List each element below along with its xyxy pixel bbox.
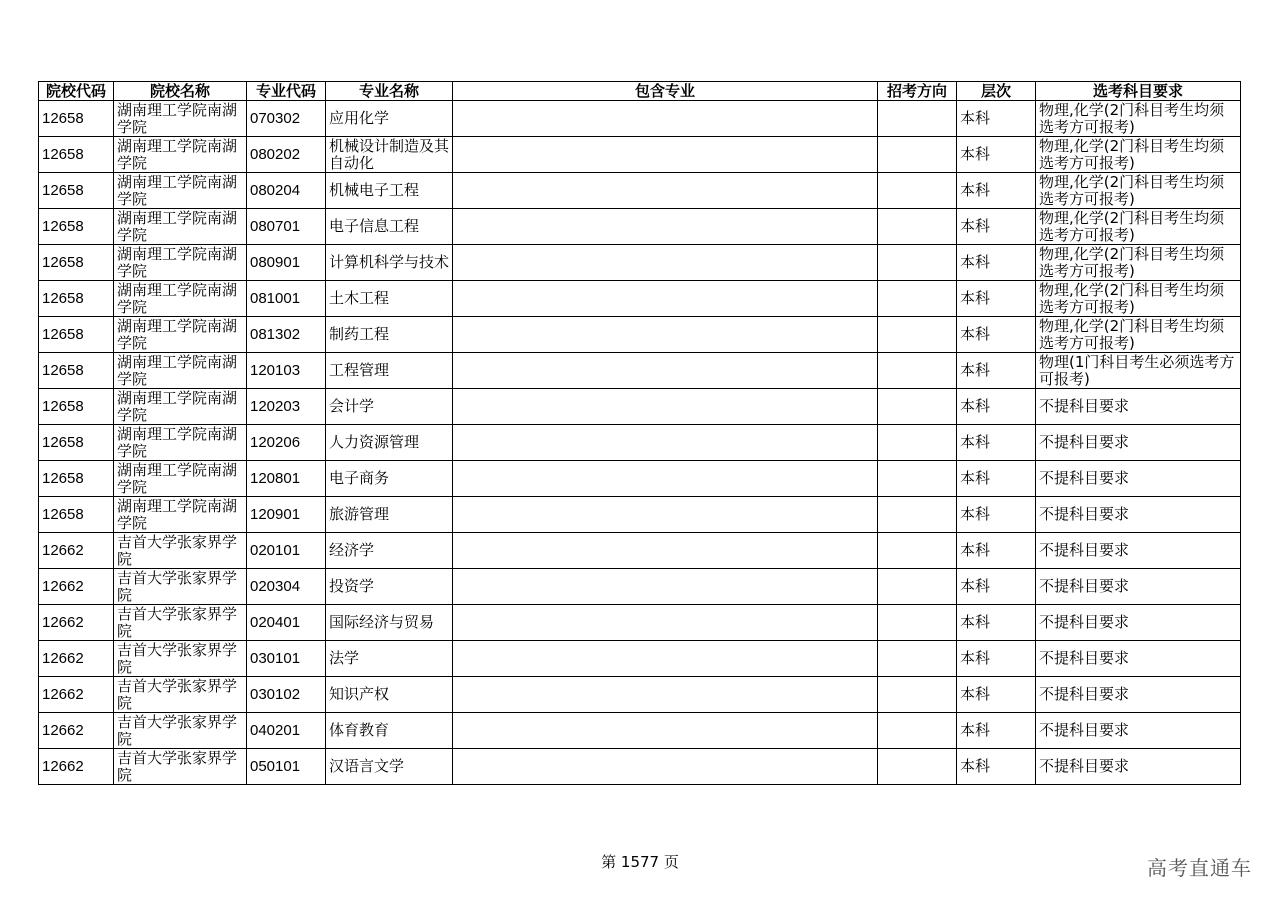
cell-school-code: 12662 <box>39 605 114 641</box>
cell-school-name: 湖南理工学院南湖学院 <box>114 425 247 461</box>
cell-school-code: 12658 <box>39 317 114 353</box>
admission-table <box>38 81 1241 785</box>
cell-major-code: 080202 <box>247 137 326 173</box>
cell-direction <box>878 353 957 389</box>
cell-level: 本科 <box>957 101 1036 137</box>
cell-included-majors <box>453 389 878 425</box>
cell-level: 本科 <box>957 641 1036 677</box>
cell-major-code: 081302 <box>247 317 326 353</box>
cell-major-name: 投资学 <box>326 569 453 605</box>
cell-major-code: 020401 <box>247 605 326 641</box>
header-major-code: 专业代码 <box>247 82 326 101</box>
cell-level: 本科 <box>957 461 1036 497</box>
cell-school-code: 12658 <box>39 461 114 497</box>
cell-school-name: 吉首大学张家界学院 <box>114 713 247 749</box>
cell-school-code: 12662 <box>39 569 114 605</box>
cell-subject-requirement: 不提科目要求 <box>1036 425 1241 461</box>
cell-included-majors <box>453 461 878 497</box>
cell-direction <box>878 569 957 605</box>
cell-major-name: 国际经济与贸易 <box>326 605 453 641</box>
cell-included-majors <box>453 425 878 461</box>
cell-school-name: 湖南理工学院南湖学院 <box>114 173 247 209</box>
cell-direction <box>878 749 957 785</box>
cell-school-name: 湖南理工学院南湖学院 <box>114 245 247 281</box>
cell-included-majors <box>453 497 878 533</box>
cell-direction <box>878 497 957 533</box>
cell-school-name: 吉首大学张家界学院 <box>114 569 247 605</box>
cell-level: 本科 <box>957 353 1036 389</box>
cell-major-code: 120801 <box>247 461 326 497</box>
cell-major-code: 080204 <box>247 173 326 209</box>
cell-school-code: 12658 <box>39 101 114 137</box>
table-row <box>39 749 1241 785</box>
table-row <box>39 389 1241 425</box>
cell-school-code: 12662 <box>39 533 114 569</box>
cell-level: 本科 <box>957 209 1036 245</box>
cell-school-code: 12658 <box>39 425 114 461</box>
cell-included-majors <box>453 173 878 209</box>
watermark: 高考直通车 <box>1147 856 1252 880</box>
cell-level: 本科 <box>957 245 1036 281</box>
cell-direction <box>878 713 957 749</box>
cell-level: 本科 <box>957 533 1036 569</box>
cell-school-name: 吉首大学张家界学院 <box>114 749 247 785</box>
cell-level: 本科 <box>957 569 1036 605</box>
cell-school-code: 12662 <box>39 641 114 677</box>
cell-school-name: 湖南理工学院南湖学院 <box>114 497 247 533</box>
cell-included-majors <box>453 569 878 605</box>
cell-school-name: 湖南理工学院南湖学院 <box>114 101 247 137</box>
cell-level: 本科 <box>957 497 1036 533</box>
cell-school-name: 湖南理工学院南湖学院 <box>114 137 247 173</box>
table-row <box>39 353 1241 389</box>
cell-school-code: 12658 <box>39 173 114 209</box>
table-body <box>39 101 1241 785</box>
cell-major-name: 法学 <box>326 641 453 677</box>
cell-major-code: 120203 <box>247 389 326 425</box>
cell-major-code: 020101 <box>247 533 326 569</box>
cell-major-name: 会计学 <box>326 389 453 425</box>
cell-subject-requirement: 不提科目要求 <box>1036 641 1241 677</box>
table-row <box>39 461 1241 497</box>
cell-school-code: 12658 <box>39 281 114 317</box>
cell-school-code: 12662 <box>39 677 114 713</box>
cell-included-majors <box>453 677 878 713</box>
cell-included-majors <box>453 137 878 173</box>
cell-school-code: 12658 <box>39 389 114 425</box>
cell-direction <box>878 137 957 173</box>
table-row <box>39 569 1241 605</box>
cell-included-majors <box>453 533 878 569</box>
cell-school-name: 湖南理工学院南湖学院 <box>114 209 247 245</box>
cell-major-code: 030102 <box>247 677 326 713</box>
cell-major-name: 汉语言文学 <box>326 749 453 785</box>
table-row <box>39 533 1241 569</box>
cell-subject-requirement: 不提科目要求 <box>1036 497 1241 533</box>
cell-direction <box>878 641 957 677</box>
cell-school-code: 12658 <box>39 497 114 533</box>
cell-major-code: 050101 <box>247 749 326 785</box>
cell-school-code: 12658 <box>39 245 114 281</box>
table-row <box>39 101 1241 137</box>
header-school-code: 院校代码 <box>39 82 114 101</box>
cell-major-name: 土木工程 <box>326 281 453 317</box>
cell-major-name: 电子信息工程 <box>326 209 453 245</box>
cell-subject-requirement: 物理,化学(2门科目考生均须选考方可报考) <box>1036 281 1241 317</box>
cell-major-name: 体育教育 <box>326 713 453 749</box>
cell-level: 本科 <box>957 605 1036 641</box>
cell-major-name: 制药工程 <box>326 317 453 353</box>
cell-direction <box>878 605 957 641</box>
cell-level: 本科 <box>957 749 1036 785</box>
cell-direction <box>878 245 957 281</box>
cell-school-name: 吉首大学张家界学院 <box>114 605 247 641</box>
cell-major-name: 机械电子工程 <box>326 173 453 209</box>
table-row <box>39 317 1241 353</box>
cell-school-code: 12658 <box>39 209 114 245</box>
cell-included-majors <box>453 353 878 389</box>
cell-level: 本科 <box>957 173 1036 209</box>
table-row <box>39 137 1241 173</box>
cell-school-name: 湖南理工学院南湖学院 <box>114 353 247 389</box>
table-row <box>39 605 1241 641</box>
cell-major-name: 工程管理 <box>326 353 453 389</box>
cell-school-name: 吉首大学张家界学院 <box>114 677 247 713</box>
table-row <box>39 245 1241 281</box>
cell-included-majors <box>453 245 878 281</box>
cell-major-name: 知识产权 <box>326 677 453 713</box>
cell-subject-requirement: 物理(1门科目考生必须选考方可报考) <box>1036 353 1241 389</box>
table-row <box>39 425 1241 461</box>
cell-direction <box>878 533 957 569</box>
cell-subject-requirement: 不提科目要求 <box>1036 749 1241 785</box>
cell-included-majors <box>453 713 878 749</box>
cell-major-name: 旅游管理 <box>326 497 453 533</box>
cell-direction <box>878 461 957 497</box>
cell-school-code: 12662 <box>39 713 114 749</box>
cell-direction <box>878 173 957 209</box>
cell-subject-requirement: 不提科目要求 <box>1036 713 1241 749</box>
cell-level: 本科 <box>957 281 1036 317</box>
cell-subject-requirement: 不提科目要求 <box>1036 569 1241 605</box>
cell-major-name: 经济学 <box>326 533 453 569</box>
cell-included-majors <box>453 605 878 641</box>
cell-subject-requirement: 不提科目要求 <box>1036 389 1241 425</box>
cell-major-code: 080901 <box>247 245 326 281</box>
cell-major-code: 081001 <box>247 281 326 317</box>
cell-major-code: 120901 <box>247 497 326 533</box>
cell-major-name: 应用化学 <box>326 101 453 137</box>
cell-included-majors <box>453 749 878 785</box>
cell-level: 本科 <box>957 713 1036 749</box>
table-row <box>39 173 1241 209</box>
cell-school-name: 湖南理工学院南湖学院 <box>114 461 247 497</box>
cell-subject-requirement: 不提科目要求 <box>1036 461 1241 497</box>
cell-included-majors <box>453 209 878 245</box>
header-subject-requirement: 选考科目要求 <box>1036 82 1241 101</box>
cell-level: 本科 <box>957 317 1036 353</box>
cell-major-code: 120103 <box>247 353 326 389</box>
cell-included-majors <box>453 641 878 677</box>
table-row <box>39 677 1241 713</box>
cell-direction <box>878 425 957 461</box>
cell-subject-requirement: 物理,化学(2门科目考生均须选考方可报考) <box>1036 245 1241 281</box>
cell-direction <box>878 281 957 317</box>
cell-major-code: 070302 <box>247 101 326 137</box>
cell-school-code: 12658 <box>39 353 114 389</box>
cell-direction <box>878 317 957 353</box>
cell-major-name: 人力资源管理 <box>326 425 453 461</box>
header-major-name: 专业名称 <box>326 82 453 101</box>
header-direction: 招考方向 <box>878 82 957 101</box>
cell-major-name: 机械设计制造及其自动化 <box>326 137 453 173</box>
cell-school-name: 湖南理工学院南湖学院 <box>114 281 247 317</box>
cell-subject-requirement: 物理,化学(2门科目考生均须选考方可报考) <box>1036 317 1241 353</box>
cell-level: 本科 <box>957 677 1036 713</box>
table-row <box>39 641 1241 677</box>
cell-included-majors <box>453 101 878 137</box>
cell-major-name: 计算机科学与技术 <box>326 245 453 281</box>
cell-subject-requirement: 不提科目要求 <box>1036 605 1241 641</box>
header-level: 层次 <box>957 82 1036 101</box>
cell-included-majors <box>453 281 878 317</box>
cell-direction <box>878 209 957 245</box>
table-row <box>39 209 1241 245</box>
cell-school-name: 吉首大学张家界学院 <box>114 641 247 677</box>
table-row <box>39 713 1241 749</box>
cell-school-name: 吉首大学张家界学院 <box>114 533 247 569</box>
cell-level: 本科 <box>957 389 1036 425</box>
page-number: 第 1577 页 <box>601 853 679 871</box>
header-included-majors: 包含专业 <box>453 82 878 101</box>
cell-direction <box>878 389 957 425</box>
cell-subject-requirement: 物理,化学(2门科目考生均须选考方可报考) <box>1036 173 1241 209</box>
cell-direction <box>878 101 957 137</box>
cell-included-majors <box>453 317 878 353</box>
header-row <box>39 82 1241 101</box>
table-row <box>39 281 1241 317</box>
cell-subject-requirement: 物理,化学(2门科目考生均须选考方可报考) <box>1036 137 1241 173</box>
cell-major-code: 040201 <box>247 713 326 749</box>
cell-major-code: 020304 <box>247 569 326 605</box>
cell-school-name: 湖南理工学院南湖学院 <box>114 317 247 353</box>
cell-subject-requirement: 物理,化学(2门科目考生均须选考方可报考) <box>1036 209 1241 245</box>
cell-school-code: 12658 <box>39 137 114 173</box>
cell-subject-requirement: 不提科目要求 <box>1036 533 1241 569</box>
cell-direction <box>878 677 957 713</box>
cell-major-code: 030101 <box>247 641 326 677</box>
cell-level: 本科 <box>957 137 1036 173</box>
cell-major-code: 120206 <box>247 425 326 461</box>
cell-major-code: 080701 <box>247 209 326 245</box>
cell-subject-requirement: 物理,化学(2门科目考生均须选考方可报考) <box>1036 101 1241 137</box>
cell-major-name: 电子商务 <box>326 461 453 497</box>
cell-school-code: 12662 <box>39 749 114 785</box>
cell-level: 本科 <box>957 425 1036 461</box>
cell-subject-requirement: 不提科目要求 <box>1036 677 1241 713</box>
header-school-name: 院校名称 <box>114 82 247 101</box>
cell-school-name: 湖南理工学院南湖学院 <box>114 389 247 425</box>
table-row <box>39 497 1241 533</box>
